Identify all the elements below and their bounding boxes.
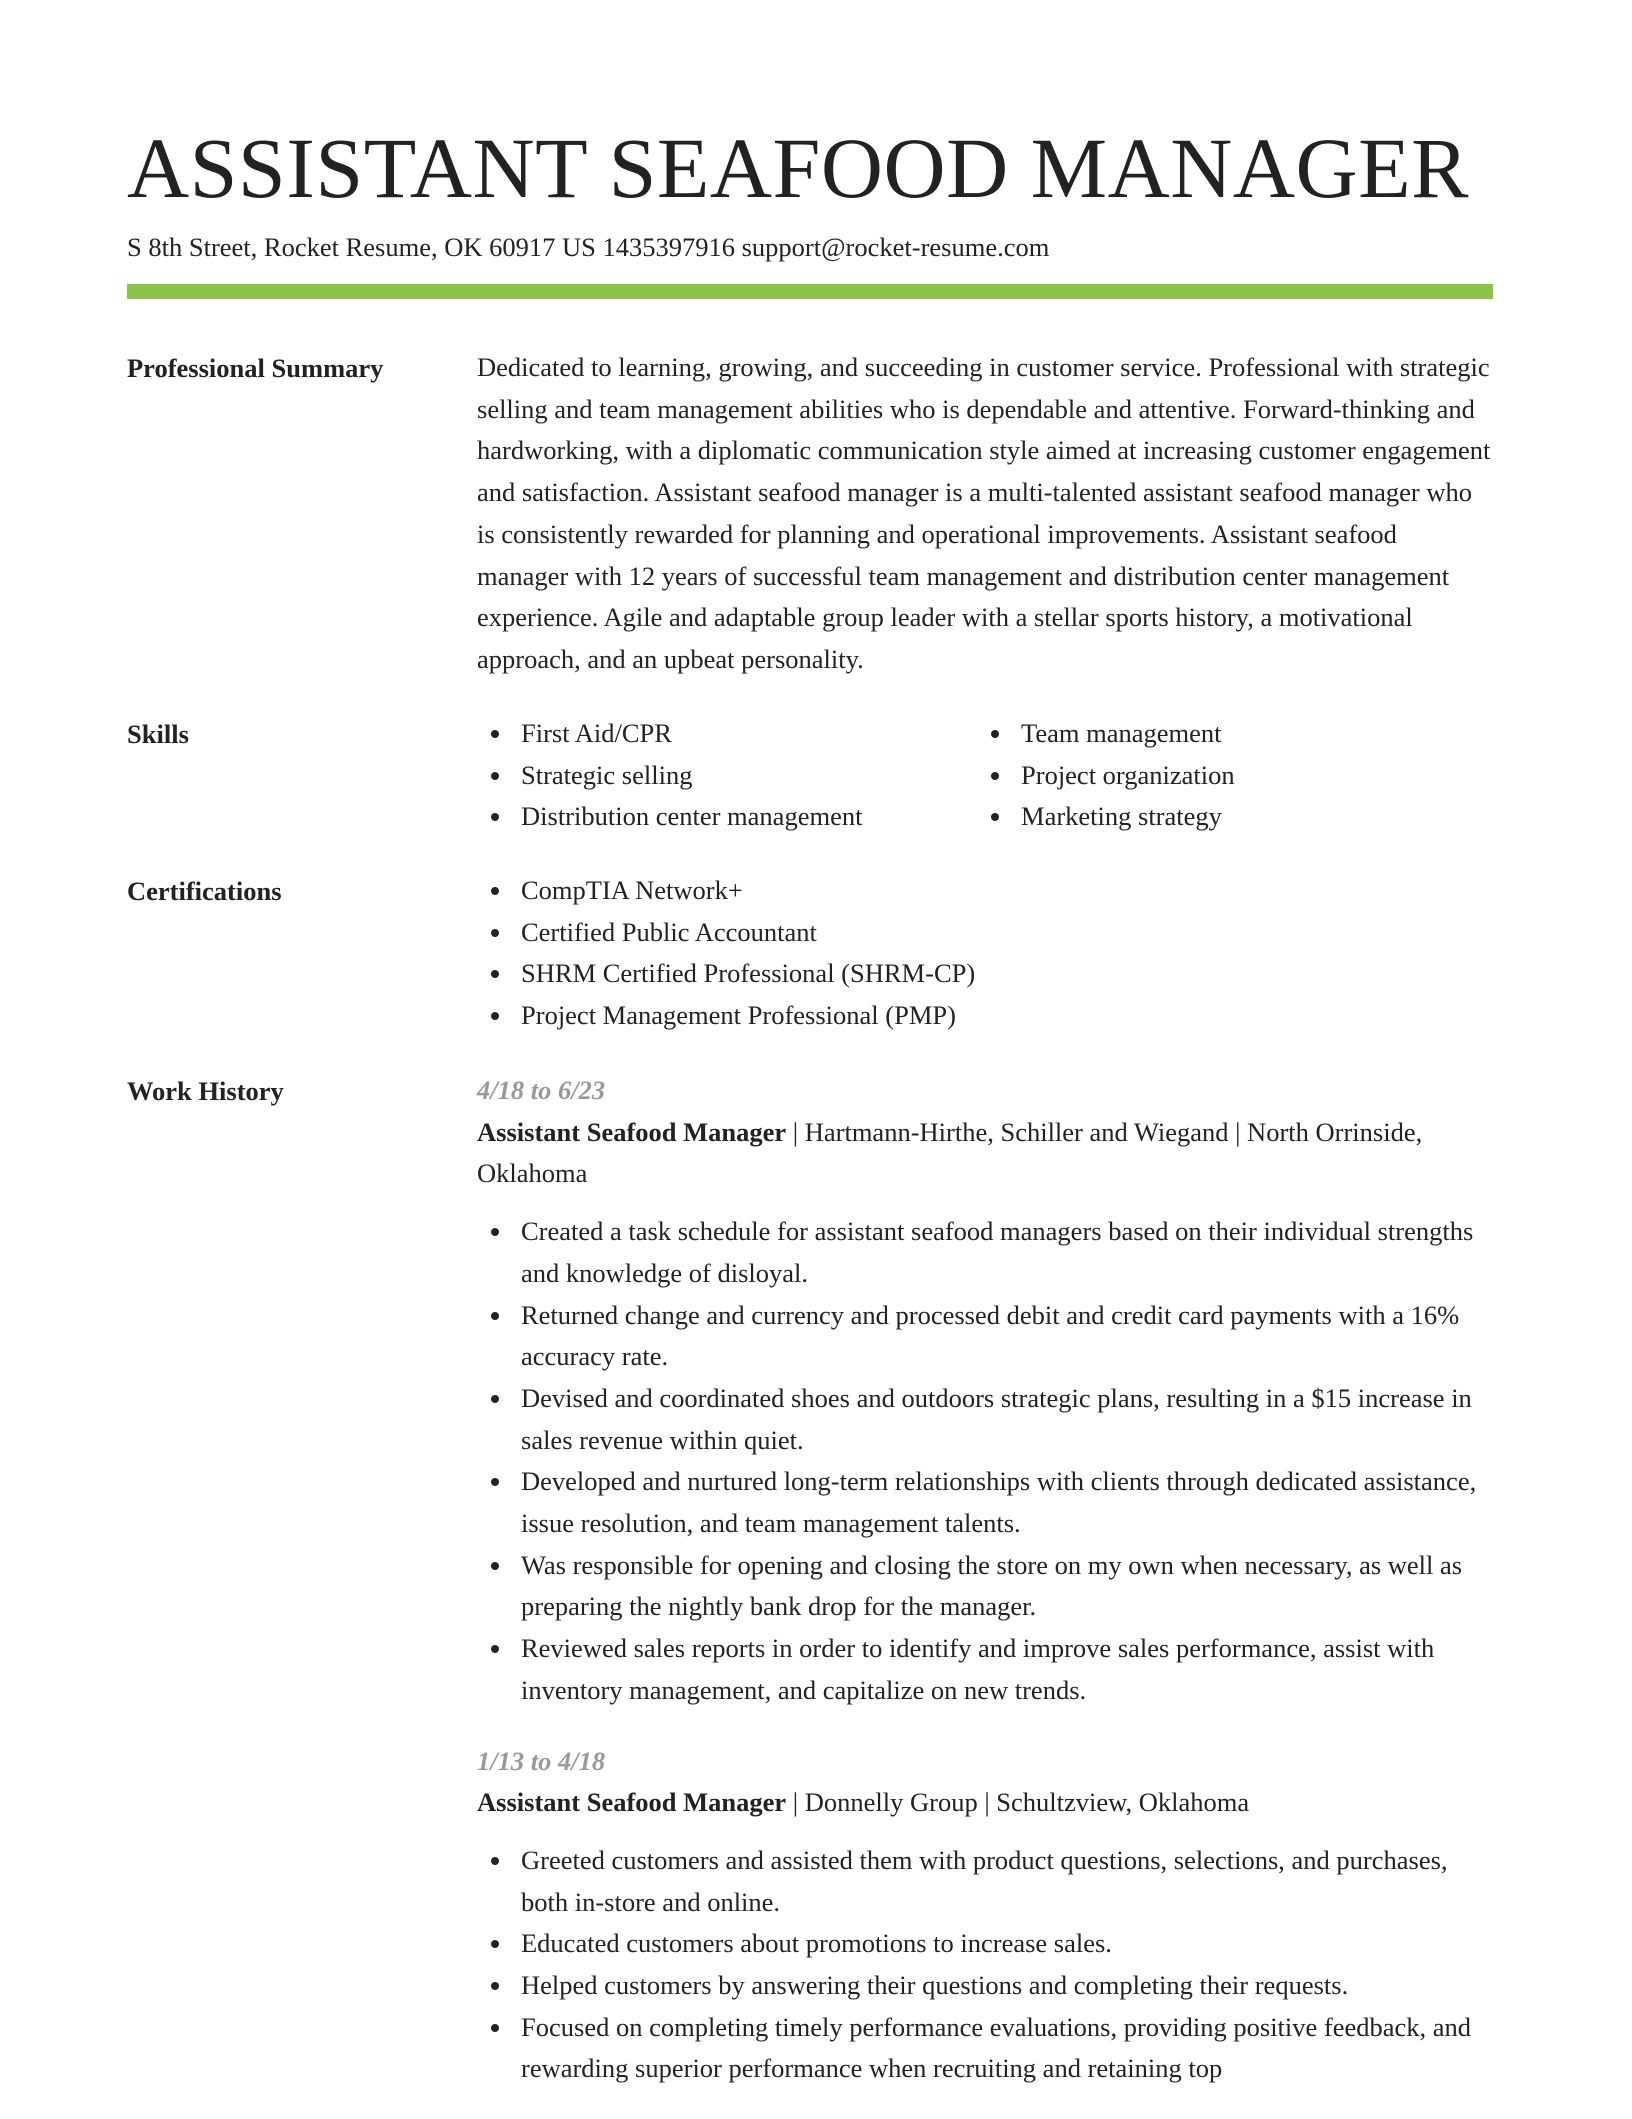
skills-list-right	[977, 713, 1477, 838]
job-bullets	[477, 1211, 1493, 1711]
job-bullet: Educated customers about promotions to increase sales.	[477, 1923, 1493, 1965]
skill-item: Strategic selling	[477, 755, 977, 797]
resume-name-heading: ASSISTANT SEAFOOD MANAGER	[127, 120, 1469, 216]
section-title-certifications: Certifications	[127, 876, 282, 906]
skills-list-left	[477, 713, 977, 838]
skill-item: Distribution center management	[477, 796, 977, 838]
certification-item: Certified Public Accountant	[477, 912, 1493, 954]
job-bullet: Returned change and currency and processed debit and credit card payments with a 16% accuracy rate.	[477, 1295, 1493, 1378]
certifications-list	[477, 870, 1493, 1037]
job-dates: 1/13 to 4/18	[477, 1745, 606, 1776]
job-title: Assistant Seafood Manager	[477, 1787, 787, 1818]
summary-body	[477, 347, 1493, 681]
skill-item: Team management	[977, 713, 1477, 755]
summary-text: Dedicated to learning, growing, and succeeding in customer service. Professional with strategic selling and team management abilities who is dependable and attentive. Forward-thinking and hardworking, with a diplomatic communication style aimed at increasing customer engagement and satisfaction. Assistant seafood manager is a multi-talented assistant seafood manager who is consistently rewarded for planning and operational improvements. Assistant seafood manager with 12 years of successful team management and distribution center management experience. Agile and adaptable group leader with a stellar sports history, a motivational approach, and an upbeat personality.	[477, 352, 1491, 674]
job-heading	[477, 1112, 1493, 1195]
section-title-work-history: Work History	[127, 1076, 284, 1106]
job-bullet: Created a task schedule for assistant seafood managers based on their individual strengths and knowledge of disloyal.	[477, 1211, 1493, 1294]
accent-divider	[127, 284, 1493, 299]
job-bullet: Helped customers by answering their questions and completing their requests.	[477, 1965, 1493, 2007]
job-bullet: Was responsible for opening and closing the store on my own when necessary, as well as preparing the nightly bank drop for the manager.	[477, 1545, 1493, 1628]
job-entry	[477, 1070, 1493, 1712]
job-bullet: Greeted customers and assisted them with product questions, selections, and purchases, both in-store and online.	[477, 1840, 1493, 1923]
certifications-body	[477, 870, 1493, 1037]
job-bullets	[477, 1840, 1493, 2090]
certification-item: Project Management Professional (PMP)	[477, 995, 1493, 1037]
job-entry	[477, 1741, 1493, 2091]
skill-item: First Aid/CPR	[477, 713, 977, 755]
job-bullet: Reviewed sales reports in order to identify and improve sales performance, assist with inventory management, and capitalize on new trends.	[477, 1628, 1493, 1711]
section-title-skills: Skills	[127, 719, 189, 749]
contact-line: S 8th Street, Rocket Resume, OK 60917 US 1435397916 support@rocket-resume.com	[127, 232, 1050, 262]
work-history-body	[477, 1070, 1493, 2119]
job-details: | Donnelly Group | Schultzview, Oklahoma	[786, 1787, 1250, 1818]
certification-item: CompTIA Network+	[477, 870, 1493, 912]
section-title-summary: Professional Summary	[127, 353, 384, 383]
job-title: Assistant Seafood Manager	[477, 1116, 787, 1147]
job-dates: 4/18 to 6/23	[477, 1075, 606, 1105]
skills-body	[477, 713, 1493, 838]
job-details: | Hartmann-Hirthe, Schiller and Wiegand | North Orrinside, Oklahoma	[477, 1116, 1423, 1189]
skill-item: Marketing strategy	[977, 796, 1477, 838]
job-bullet: Developed and nurtured long-term relationships with clients through dedicated assistance, issue resolution, and team management talents.	[477, 1461, 1493, 1544]
skill-item: Project organization	[977, 755, 1477, 797]
certification-item: SHRM Certified Professional (SHRM-CP)	[477, 953, 1493, 995]
job-bullet: Focused on completing timely performance evaluations, providing positive feedback, and rewarding superior performance when recruiting and retaining top	[477, 2007, 1493, 2090]
job-heading	[477, 1782, 1493, 1824]
job-bullet: Devised and coordinated shoes and outdoors strategic plans, resulting in a $15 increase in sales revenue within quiet.	[477, 1378, 1493, 1461]
